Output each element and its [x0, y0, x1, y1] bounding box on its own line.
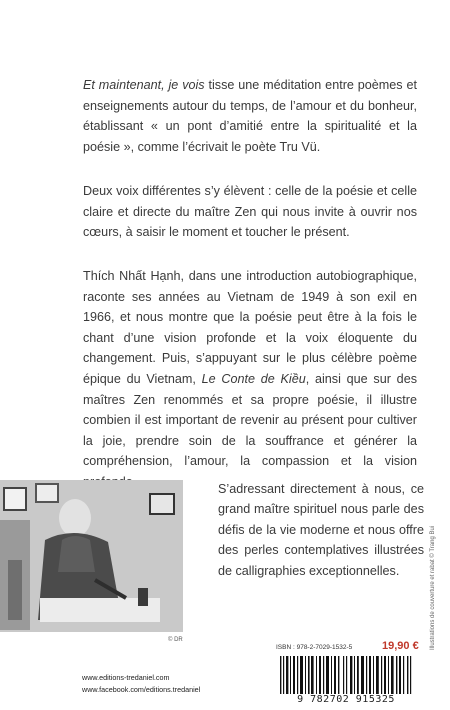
two-voices-paragraph: Deux voix différentes s’y élèvent : celle de la poésie et celle claire et directe du maître Zen qui nous invite à ouvrir nos cœurs, à saisir le moment et toucher le présent.: [83, 184, 417, 240]
cover-illustration-credit: Illustrations de couverture et rabat © Trang Bui: [430, 525, 436, 650]
author-photo: [0, 480, 183, 632]
barcode-digits: 9 782702 915325: [276, 694, 416, 705]
epic-poem-title: Le Conte de Kiều: [201, 371, 306, 386]
website-link[interactable]: www.editions-tredaniel.com: [82, 673, 170, 682]
price-label: 19,90 €: [382, 640, 419, 652]
isbn-number: ISBN : 978-2-7029-1532-5: [276, 644, 353, 651]
closing-paragraph: S’adressant directement à nous, ce grand maître spirituel nous parle des défis de la vie moderne et nous offre des perles contemplatives illustrées de calligraphies exceptionnelles.: [218, 482, 424, 578]
intro-text: tisse une méditation entre poèmes et enseignements autour du temps, de l’amour et du bonheur, établissant « un pont d’amitié entre la spiritualité et la poésie », comme l’écrivait le poète Tru Vü.: [83, 78, 417, 154]
intro-paragraph: [83, 75, 417, 157]
photo-credit: © DR: [168, 637, 183, 643]
author-photo-illustration: [0, 480, 183, 632]
biography-text-a: Thích Nhất Hạnh, dans une introduction autobiographique, raconte ses années au Vietnam de 1949 à son exil en 1966, et nous montre que la poésie peut être à la fois le chant d’une vision profonde et la voix éloquente du changement. Puis, s’appuyant sur le plus célèbre poème épique du Vietnam,: [83, 269, 417, 386]
biography-text-b: , ainsi que sur des maîtres Zen renommés et sa propre poésie, il illustre combien il est important de revenir au présent pour cultiver la joie, prendre soin de la souffrance et générer la compréhension, l’amour, la compassion et la vision: [83, 371, 417, 469]
facebook-link[interactable]: www.facebook.com/editions.tredaniel: [82, 685, 201, 694]
biography-paragraph: [83, 266, 417, 493]
publisher-links: [82, 672, 200, 696]
title-italic: Et maintenant, je vois: [83, 78, 205, 92]
